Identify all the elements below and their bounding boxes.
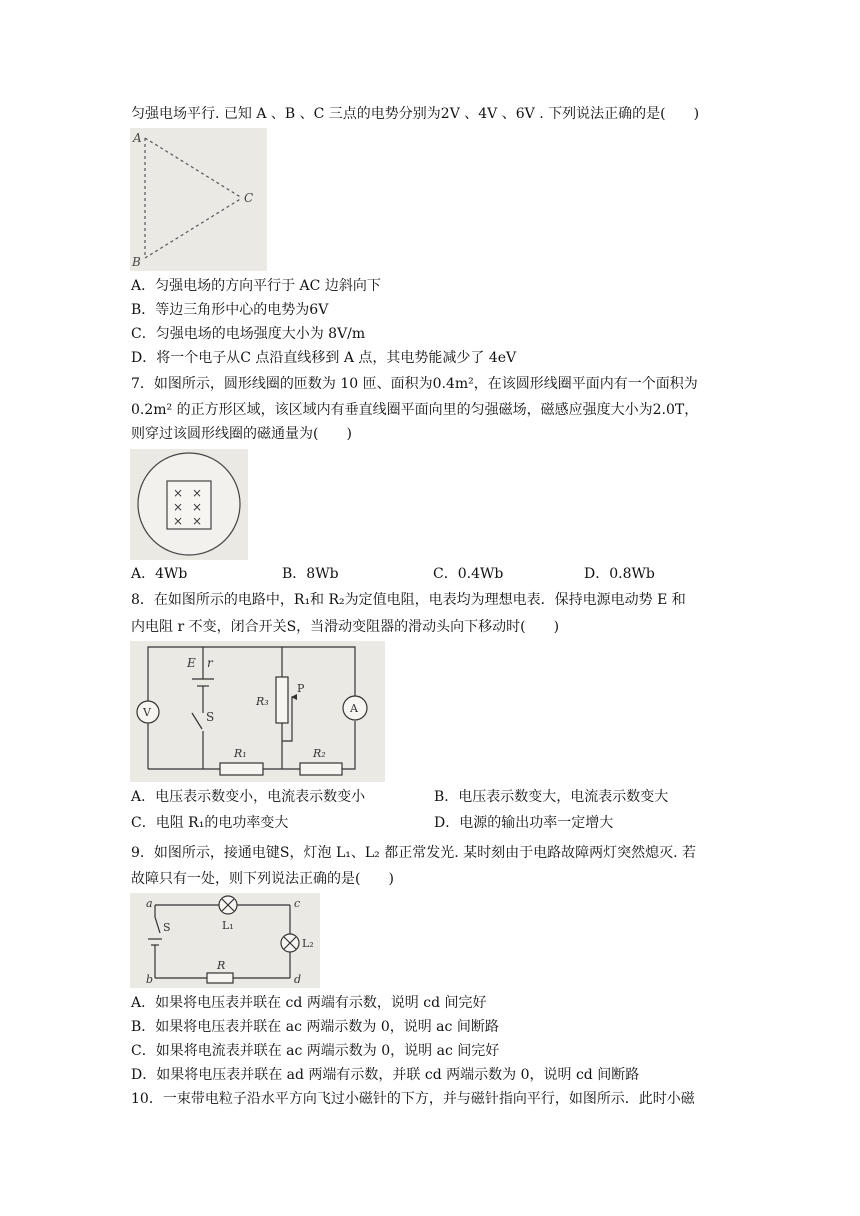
q8-option-a: A．电压表示数变小，电流表示数变小: [131, 789, 366, 805]
q7-option-a: A．4Wb: [131, 566, 188, 582]
q6-option-a: A．匀强电场的方向平行于 AC 边斜向下: [131, 278, 381, 294]
q6-label-c: C: [244, 191, 254, 205]
q9-stem-line2: 故障只有一处，则下列说法正确的是( ): [131, 871, 394, 887]
q6-option-c: C．匀强电场的电场强度大小为 8V/m: [131, 326, 366, 342]
q8-stem-line1: 8．在如图所示的电路中，R₁和 R₂为定值电阻，电表均为理想电表．保持电源电动势 E 和: [131, 592, 686, 608]
field-cross-mark: ×: [192, 514, 203, 528]
field-cross-mark: ×: [192, 500, 203, 514]
q7-option-d: D．0.8Wb: [584, 566, 655, 582]
node-b-label: b: [146, 973, 154, 986]
q9-circuit-figure: [130, 893, 320, 988]
r2-label: R₂: [313, 747, 326, 760]
q9-stem-line1: 9．如图所示，接通电键S，灯泡 L₁、L₂ 都正常发光. 某时刻由于电路故障两灯突然熄灭. 若: [131, 845, 697, 861]
q8-circuit-figure: [130, 641, 385, 782]
field-cross-mark: ×: [173, 500, 184, 514]
node-a-label: a: [146, 897, 153, 910]
q7-option-c: C．0.4Wb: [433, 566, 504, 582]
r3-label: R₃: [256, 695, 269, 708]
q6-option-d: D．将一个电子从C 点沿直线移到 A 点，其电势能减少了 4eV: [131, 350, 517, 366]
q9-option-c: C．如果将电流表并联在 ac 两端示数为 0，说明 ac 间完好: [131, 1043, 500, 1059]
resistor-label: R: [217, 959, 226, 972]
ammeter-label: A: [350, 702, 358, 715]
field-cross-mark: ×: [192, 486, 203, 500]
lamp-l1-label: L₁: [222, 919, 234, 932]
voltmeter-label: V: [143, 706, 151, 719]
q9-option-d: D．如果将电压表并联在 ad 两端有示数，并联 cd 两端示数为 0，说明 cd 间断路: [131, 1067, 640, 1083]
node-c-label: c: [294, 897, 301, 910]
switch-label: S: [206, 710, 215, 724]
field-cross-mark: ×: [173, 486, 184, 500]
field-cross-mark: ×: [173, 514, 184, 528]
q7-option-b: B．8Wb: [282, 566, 339, 582]
q6-label-b: B: [132, 255, 141, 269]
internal-resistance-label: r: [207, 656, 213, 670]
q8-stem-line2: 内电阻 r 不变，闭合开关S，当滑动变阻器的滑动头向下移动时( ): [131, 619, 560, 635]
q9-option-b: B．如果将电压表并联在 ac 两端示数为 0，说明 ac 间断路: [131, 1019, 499, 1035]
r1-label: R₁: [234, 747, 247, 760]
q9-option-a: A．如果将电压表并联在 cd 两端有示数，说明 cd 间完好: [131, 995, 487, 1011]
q8-option-d: D．电源的输出功率一定增大: [434, 815, 614, 831]
node-d-label: d: [294, 973, 302, 986]
q6-stem: 匀强电场平行. 已知 A 、B 、C 三点的电势分别为2V 、4V 、6V . 下列说法正确的是( ): [131, 106, 700, 122]
emf-label: E: [187, 656, 196, 670]
lamp-l2-label: L₂: [302, 937, 314, 950]
q6-label-a: A: [133, 131, 142, 145]
q7-stem-line3: 则穿过该圆形线圈的磁通量为( ): [131, 426, 352, 442]
q7-coil-figure: [130, 449, 248, 560]
switch-label: S: [163, 921, 171, 934]
q6-triangle-figure: [130, 128, 267, 271]
q8-option-c: C．电阻 R₁的电功率变大: [131, 815, 289, 831]
q6-option-b: B．等边三角形中心的电势为6V: [131, 302, 329, 318]
q7-stem-line2: 0.2m² 的正方形区域，该区域内有垂直线圈平面向里的匀强磁场，磁感应强度大小为2.0T，: [131, 402, 699, 418]
slider-label: P: [297, 682, 305, 695]
q10-stem-line1: 10．一束带电粒子沿水平方向飞过小磁针的下方，并与磁针指向平行，如图所示．此时小磁: [131, 1091, 695, 1107]
q8-option-b: B．电压表示数变大，电流表示数变大: [434, 789, 669, 805]
q7-stem-line1: 7．如图所示，圆形线圈的匝数为 10 匝、面积为0.4m²，在该圆形线圈平面内有一个面积为: [131, 376, 698, 392]
